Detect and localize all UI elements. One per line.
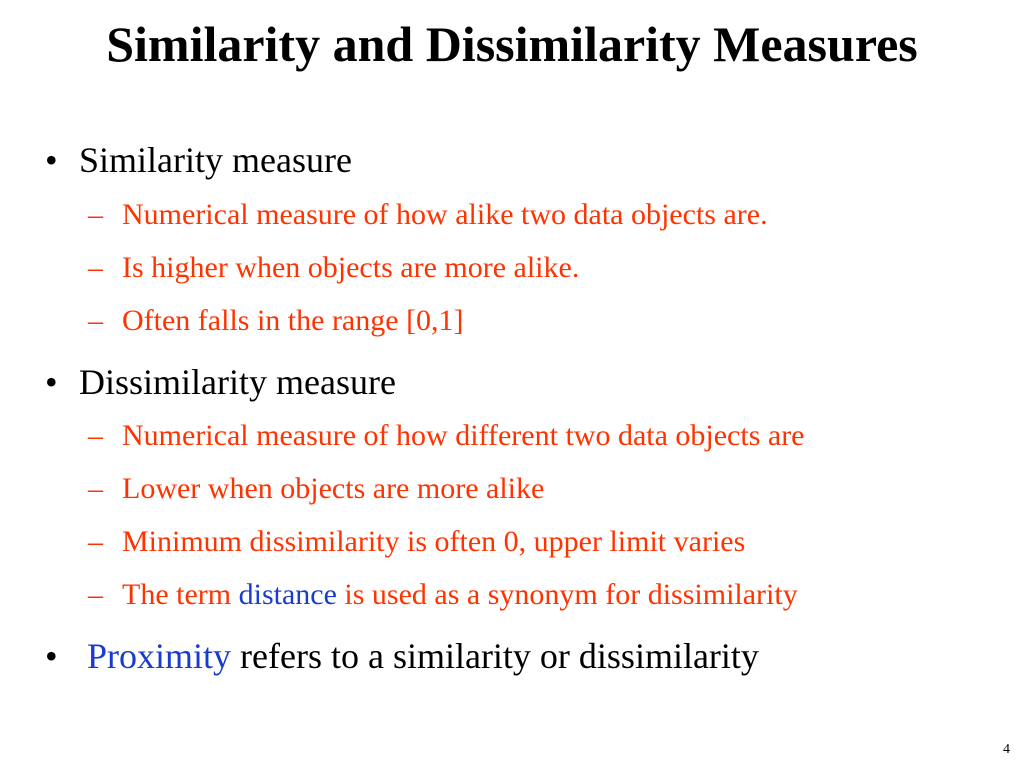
dash-glyph: – [88,198,103,231]
slide-title: Similarity and Dissimilarity Measures [106,16,918,72]
sub-item-text: Numerical measure of how alike two data objects are. [122,198,768,231]
sub-item-text-before: The term [122,578,239,611]
highlight-distance: distance [238,578,337,611]
sub-item [88,251,579,285]
sub-item [88,419,805,453]
sub-item [88,472,544,506]
bullet-rest: refers to a similarity or dissimilarity [231,636,759,676]
bullet-proximity [45,636,759,676]
dash-glyph: – [88,472,103,505]
bullet-similarity-measure [45,140,352,180]
sub-item [88,198,768,232]
sub-item [88,304,464,338]
bullet-dissimilarity-measure [45,362,396,402]
dash-glyph: – [88,525,103,558]
sub-item [88,525,745,559]
sub-item-text: Minimum dissimilarity is often 0, upper limit varies [122,525,746,558]
dash-glyph: – [88,304,103,337]
sub-item-text: Numerical measure of how different two data objects are [122,419,805,452]
dash-glyph: – [88,419,103,452]
sub-item-text: Lower when objects are more alike [122,472,545,505]
bullet-label: Similarity measure [79,140,352,180]
dash-glyph: – [88,251,103,284]
bullet-glyph: • [45,140,58,180]
sub-item-text-after: is used as a synonym for dissimilarity [336,578,798,611]
sub-item-distance [88,578,798,612]
sub-item-text: Often falls in the range [0,1] [122,304,464,337]
bullet-glyph: • [45,636,58,676]
bullet-label: Dissimilarity measure [79,362,396,402]
highlight-proximity: Proximity [87,636,232,676]
sub-item-text: Is higher when objects are more alike. [122,251,580,284]
page-number: 4 [1003,742,1010,757]
bullet-glyph: • [45,362,58,402]
dash-glyph: – [88,578,103,611]
